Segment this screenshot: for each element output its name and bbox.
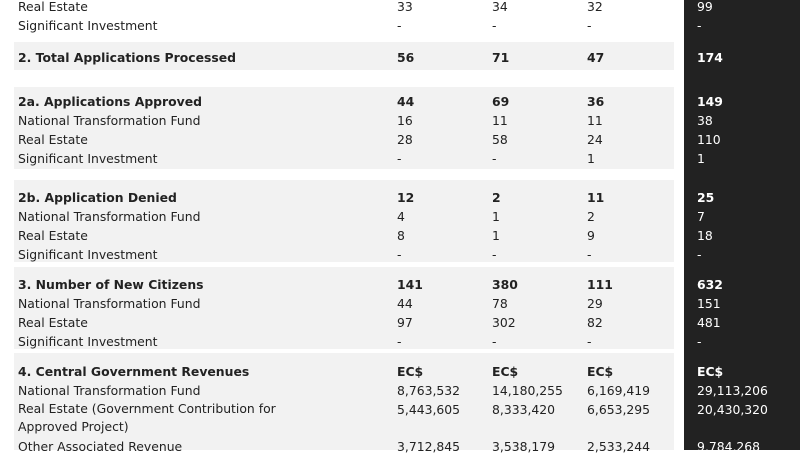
row-label: 4. Central Government Revenues	[18, 364, 250, 379]
value-col-3: 6,169,419	[587, 383, 651, 398]
table-row	[0, 226, 800, 245]
table-row-heading	[0, 362, 800, 381]
value-col-3: -	[587, 334, 592, 349]
value-col-2: 8,333,420	[492, 402, 556, 417]
table-row	[0, 332, 800, 351]
total-value: -	[697, 18, 702, 33]
value-col-1: 8	[397, 228, 405, 243]
value-col-1: 4	[397, 209, 405, 224]
value-col-1: -	[397, 18, 402, 33]
value-col-2: 69	[492, 94, 510, 109]
row-label: Real Estate	[18, 315, 88, 330]
table-row	[0, 149, 800, 168]
row-label: Significant Investment	[18, 18, 158, 33]
total-value: EC$	[697, 364, 724, 379]
row-label: Real Estate	[18, 0, 88, 14]
table-row	[0, 437, 800, 456]
total-value: 18	[697, 228, 713, 243]
value-col-1: 8,763,532	[397, 383, 461, 398]
total-value: 149	[697, 94, 723, 109]
value-col-2: 302	[492, 315, 516, 330]
value-col-2: 14,180,255	[492, 383, 563, 398]
value-col-3: 11	[587, 190, 605, 205]
row-label: Real Estate (Government Contribution for Approved Project)	[18, 401, 276, 434]
table-row	[0, 111, 800, 130]
value-col-3: 82	[587, 315, 603, 330]
value-col-1: 28	[397, 132, 413, 147]
value-col-3: 9	[587, 228, 595, 243]
value-col-2: 1	[492, 209, 500, 224]
value-col-1: 44	[397, 94, 415, 109]
value-col-1: 3,712,845	[397, 439, 461, 454]
value-col-3: 11	[587, 113, 603, 128]
total-value: 110	[697, 132, 721, 147]
value-col-3: -	[587, 247, 592, 262]
total-value: 29,113,206	[697, 383, 768, 398]
value-col-2: 2	[492, 190, 501, 205]
value-col-3: 36	[587, 94, 605, 109]
table-row	[0, 16, 800, 35]
row-label: Significant Investment	[18, 151, 158, 166]
row-label: 2b. Application Denied	[18, 190, 177, 205]
value-col-1: 141	[397, 277, 423, 292]
value-col-3: 29	[587, 296, 603, 311]
row-label: Significant Investment	[18, 334, 158, 349]
value-col-1: EC$	[397, 364, 424, 379]
row-label: National Transformation Fund	[18, 209, 201, 224]
table-row	[0, 400, 800, 436]
value-col-2: 1	[492, 228, 500, 243]
table-row	[0, 245, 800, 264]
value-col-2: 71	[492, 50, 510, 65]
value-col-1: 33	[397, 0, 413, 14]
table-row	[0, 294, 800, 313]
row-label: Other Associated Revenue	[18, 439, 183, 454]
value-col-1: 56	[397, 50, 415, 65]
value-col-2: 3,538,179	[492, 439, 556, 454]
value-col-2: 34	[492, 0, 508, 14]
total-value: 481	[697, 315, 721, 330]
value-col-3: 24	[587, 132, 603, 147]
row-label: Significant Investment	[18, 247, 158, 262]
table-row-heading	[0, 188, 800, 207]
value-col-3: 2,533,244	[587, 439, 651, 454]
table-row	[0, 207, 800, 226]
row-label: National Transformation Fund	[18, 296, 201, 311]
row-label: National Transformation Fund	[18, 113, 201, 128]
total-value: -	[697, 247, 702, 262]
value-col-2: EC$	[492, 364, 519, 379]
total-value: 7	[697, 209, 705, 224]
row-label: 2a. Applications Approved	[18, 94, 203, 109]
total-value: -	[697, 334, 702, 349]
table-row	[0, 0, 800, 16]
total-value: 632	[697, 277, 723, 292]
value-col-3: 111	[587, 277, 613, 292]
value-col-2: -	[492, 247, 497, 262]
value-col-2: 58	[492, 132, 508, 147]
value-col-1: 16	[397, 113, 413, 128]
value-col-1: -	[397, 334, 402, 349]
table-row	[0, 130, 800, 149]
value-col-3: 47	[587, 50, 605, 65]
value-col-3: 32	[587, 0, 603, 14]
value-col-1: 97	[397, 315, 413, 330]
value-col-3: EC$	[587, 364, 614, 379]
value-col-2: 78	[492, 296, 508, 311]
row-label: Real Estate	[18, 132, 88, 147]
total-value: 1	[697, 151, 705, 166]
value-col-3: 6,653,295	[587, 402, 651, 417]
total-value: 38	[697, 113, 713, 128]
row-label: Real Estate	[18, 228, 88, 243]
value-col-2: 380	[492, 277, 518, 292]
total-value: 151	[697, 296, 721, 311]
value-col-3: -	[587, 18, 592, 33]
total-value: 25	[697, 190, 715, 205]
value-col-2: 11	[492, 113, 508, 128]
value-col-1: 44	[397, 296, 413, 311]
total-value: 20,430,320	[697, 402, 768, 417]
total-value: 174	[697, 50, 723, 65]
row-label: National Transformation Fund	[18, 383, 201, 398]
value-col-1: -	[397, 247, 402, 262]
value-col-3: 2	[587, 209, 595, 224]
table-row-heading	[0, 275, 800, 294]
value-col-2: -	[492, 334, 497, 349]
total-value: 99	[697, 0, 713, 14]
row-label: 2. Total Applications Processed	[18, 50, 237, 65]
value-col-2: -	[492, 151, 497, 166]
total-value: 9,784,268	[697, 439, 761, 454]
table-row-heading	[0, 48, 800, 67]
value-col-2: -	[492, 18, 497, 33]
table-row	[0, 381, 800, 400]
value-col-1: 12	[397, 190, 415, 205]
table-row-heading	[0, 92, 800, 111]
value-col-1: 5,443,605	[397, 402, 461, 417]
value-col-3: 1	[587, 151, 595, 166]
row-label: 3. Number of New Citizens	[18, 277, 204, 292]
value-col-1: -	[397, 151, 402, 166]
table-row	[0, 313, 800, 332]
